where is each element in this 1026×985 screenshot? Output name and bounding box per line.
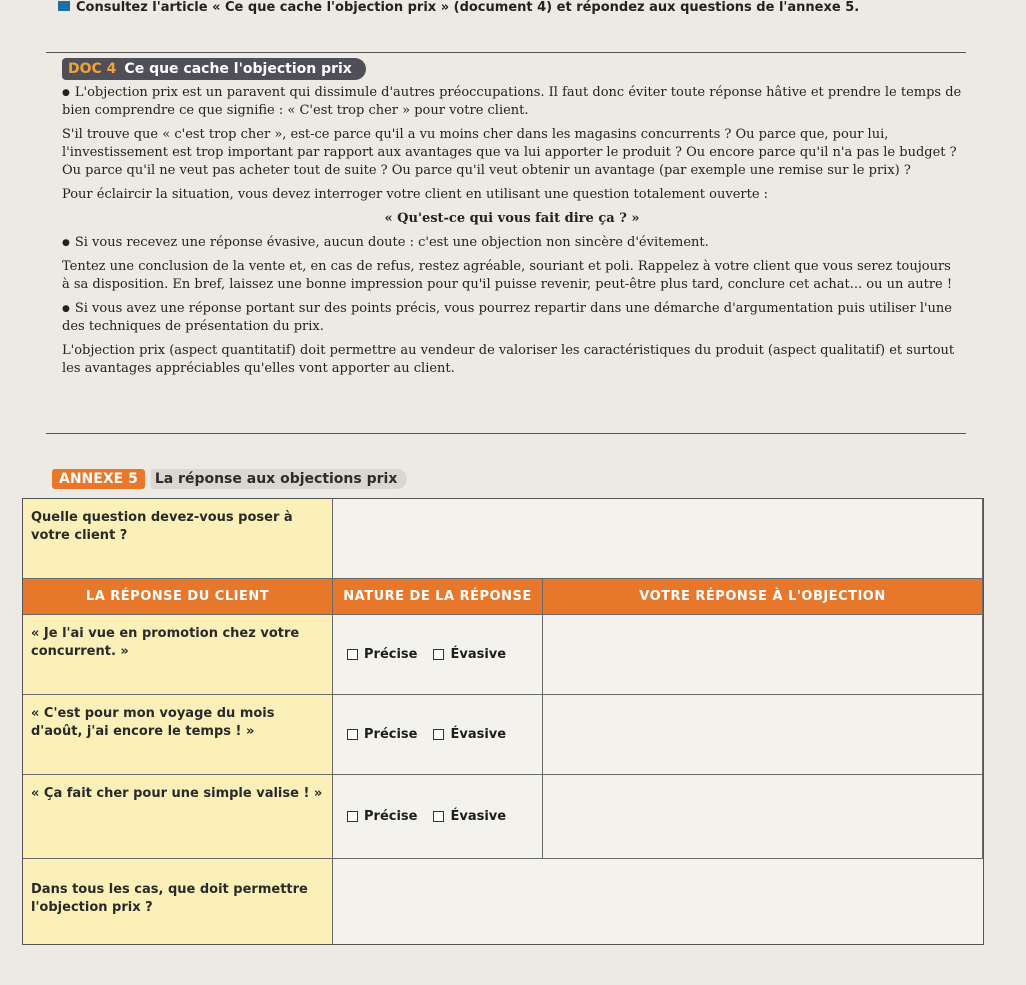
square-bullet-icon [58, 1, 70, 11]
option-evasive-2[interactable] [433, 727, 506, 742]
option-evasive-2-label: Évasive [450, 727, 507, 742]
nature-choice-1 [333, 615, 543, 695]
doc-title: Ce que cache l'objection prix [124, 61, 352, 77]
checkbox-icon[interactable] [433, 649, 444, 660]
doc-paragraph-3: Pour éclaircir la situation, vous devez interroger votre client en utilisant une question totalement ouverte : [62, 187, 769, 202]
option-precise-2[interactable] [347, 727, 417, 742]
option-evasive-3-label: Évasive [450, 809, 507, 824]
doc-quote: « Qu'est-ce qui vous fait dire ça ? » [384, 211, 640, 226]
doc-paragraph-2: S'il trouve que « c'est trop cher », est-ce parce qu'il a vu moins cher dans les magasins concurrents ? Ou parce que, pour lui, l'investissement est trop important par rapport aux avantages que va lui apporter le produit ? Ou encore parce qu'il n'a pas le budget ? Ou parce qu'il ne veut pas acheter tout de suite ? Ou parce qu'il veut obtenir un avantage (par exemple une remise sur le prix) ? [62, 127, 957, 178]
option-precise-1-label: Précise [364, 647, 418, 662]
option-precise-3-label: Précise [364, 809, 418, 824]
instruction-text: Consultez l'article « Ce que cache l'objection prix » (document 4) et répondez aux questions de l'annexe 5. [76, 0, 860, 15]
annex-label: ANNEXE 5 [52, 469, 145, 489]
instruction-line [58, 0, 1018, 15]
annex-5-title-tag [52, 468, 407, 490]
doc-paragraph-4: ● Si vous recevez une réponse évasive, aucun doute : c'est une objection non sincère d'évitement. [62, 234, 962, 252]
header-client-response: LA RÉPONSE DU CLIENT [23, 579, 333, 615]
nature-choice-3 [333, 775, 543, 859]
checkbox-icon[interactable] [433, 729, 444, 740]
client-response-3: « Ça fait cher pour une simple valise ! » [23, 775, 333, 859]
client-response-2: « C'est pour mon voyage du mois d'août, j'ai encore le temps ! » [23, 695, 333, 775]
header-your-response: VOTRE RÉPONSE À L'OBJECTION [543, 579, 983, 615]
checkbox-icon[interactable] [347, 729, 358, 740]
doc-4-title-tag [62, 58, 366, 80]
doc-paragraph-5: Tentez une conclusion de la vente et, en cas de refus, restez agréable, souriant et poli. Rappelez à votre client que vous serez toujours à sa disposition. En bref, laissez une bonne impression pour qu'il puisse revenir, peut-être plus tard, conclure cet achat... ou un autre ! [62, 259, 953, 292]
annex-title: La réponse aux objections prix [151, 469, 408, 489]
option-precise-3[interactable] [347, 809, 417, 824]
question-1-cell: Quelle question devez-vous poser à votre client ? [23, 499, 333, 579]
doc-paragraph-1: ● L'objection prix est un paravent qui dissimule d'autres préoccupations. Il faut donc éviter toute réponse hâtive et prendre le temps de bien comprendre ce que signifie : « C'est trop cher » pour votre client. [62, 84, 962, 120]
checkbox-icon[interactable] [347, 649, 358, 660]
option-evasive-3[interactable] [433, 809, 506, 824]
objection-answer-field-1[interactable] [543, 615, 983, 695]
objection-answer-field-2[interactable] [543, 695, 983, 775]
checkbox-icon[interactable] [347, 811, 358, 822]
objection-answer-field-3[interactable] [543, 775, 983, 859]
nature-choice-2 [333, 695, 543, 775]
option-precise-2-label: Précise [364, 727, 418, 742]
checkbox-icon[interactable] [433, 811, 444, 822]
option-evasive-1[interactable] [433, 647, 506, 662]
doc-number: DOC 4 [68, 61, 117, 77]
document-4-text [62, 84, 962, 384]
annex-5-table [22, 498, 984, 945]
option-precise-1[interactable] [347, 647, 417, 662]
question-2-answer-field[interactable] [333, 859, 983, 944]
header-nature: NATURE DE LA RÉPONSE [333, 579, 543, 615]
doc-paragraph-7: L'objection prix (aspect quantitatif) doit permettre au vendeur de valoriser les caractéristiques du produit (aspect qualitatif) et surtout les avantages appréciables qu'elles vont apporter au client. [62, 343, 955, 376]
client-response-1: « Je l'ai vue en promotion chez votre concurrent. » [23, 615, 333, 695]
doc-paragraph-6: ● Si vous avez une réponse portant sur des points précis, vous pourrez repartir dans une démarche d'argumentation puis utiliser l'une des techniques de présentation du prix. [62, 300, 962, 336]
question-2-cell: Dans tous les cas, que doit permettre l'objection prix ? [23, 859, 333, 944]
question-1-answer-field[interactable] [333, 499, 983, 579]
option-evasive-1-label: Évasive [450, 647, 507, 662]
